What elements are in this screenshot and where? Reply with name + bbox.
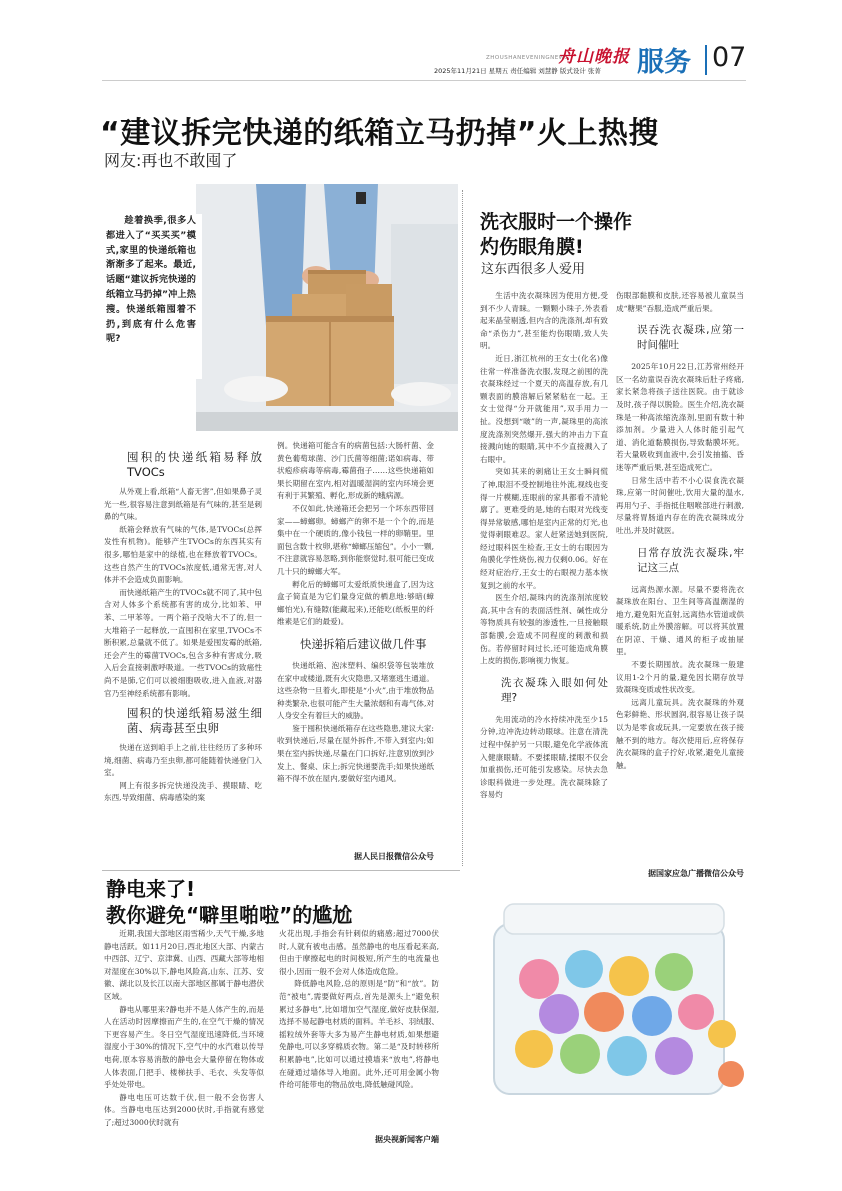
- article1-paragraph: 快递纸箱、泡沫塑料、编织袋等包装堆放在家中或楼道,既有火灾隐患,又堵塞逃生通道。这些杂物一旦着火,即使是“小火”,由于堆放物品种类繁杂,也很可能产生大量浓烟和有毒气体,对人身安全有着巨大的威胁。: [277, 660, 434, 721]
- article3-headline-2: 教你避免“噼里啪啦”的尴尬: [106, 903, 353, 927]
- parcel-photo: [196, 184, 458, 431]
- article2-paragraph: 近日,浙江杭州的王女士(化名)像往常一样准备洗衣服,发现之前囤的洗衣凝珠经过一个夏天的高温存放,有几颗表面的膜溶解后紧紧粘在一起。王女士觉得“分开就能用”,双手用力一扯。没想到“啵”的一声,凝珠里的高浓度洗涤剂突然爆开,强大的冲击力下直接溅向她的眼睛,其中不少直接溅入了右眼中。: [480, 353, 608, 464]
- article1-headline: “建议拆完快递的纸箱立马扔掉”火上热搜: [100, 116, 659, 151]
- article1-paragraph: 例。快递箱可能含有的病菌包括:大肠杆菌、金黄色葡萄球菌、沙门氏菌等细菌;诺如病毒、带状疱疹病毒等病毒,霉菌孢子……这些快递箱如果长期留在室内,相对温暖湿润的室内环境会更有利于其繁殖、孵化,形成新的蛾病源。: [277, 441, 434, 501]
- article1-source: 据人民日报微信公众号: [354, 852, 434, 861]
- article1-subhead-3: 快递拆箱后建议做几件事: [300, 636, 427, 651]
- article2-subhead-3: 日常存放洗衣凝珠,牢记这三点: [637, 546, 744, 574]
- page-number: 07: [712, 42, 747, 73]
- article1-subhead-2: 囤积的快递纸箱易滋生细菌、病毒甚至虫卵: [127, 706, 262, 736]
- article1-paragraph: 鉴于囤积快递纸箱存在这些隐患,建议大家:收到快递后,尽量在屋外拆件,不带入到室内;如果在室内拆快递,尽量在门口拆好,注意别放到沙发上、餐桌、床上;拆完快递要洗手;如果快递纸箱不得不放在屋内,要做好室内通风。: [277, 723, 434, 784]
- article2-paragraph: 突如其来的刺痛让王女士瞬间慌了神,眼泪不受控制地往外流,视线也变得一片模糊,连眼前的家具都看不清轮廓了。更难受的是,她的右眼对光线变得异常敏感,哪怕是室内正常的灯光,也觉得刺眼难忍。家人赶紧送她到医院,经过眼科医生检查,王女士的右眼因为角膜化学性烧伤,视力仅剩0.06。好在经对症治疗,王女士的右眼视力基本恢复到之前的水平。: [480, 467, 608, 590]
- article1-paragraph: 孵化后的蟑螂可太爱纸质快递盒了,因为这盒子简直是为它们量身定做的栖息地:够暗(蟑螂怕光),有缝隙(能藏起来),还能吃(纸板里的纤维素是它们的最爱)。: [277, 579, 434, 627]
- article1-paragraph: 从外观上看,纸箱“人畜无害”,但如果鼻子灵光一些,很容易注意到纸箱是有气味的,甚至是刺鼻的气味。: [104, 487, 262, 522]
- article2-paragraph: 远离热源水源。尽量不要将洗衣凝珠放在阳台、卫生间等高温潮湿的地方,避免阳光直射,远离热水管道或供暖系统,防止外膜溶解。可以将其放置在阴凉、干燥、通风的柜子或抽屉里。: [616, 584, 744, 657]
- article2-column-1: [480, 290, 608, 870]
- article1-column-1: [104, 444, 262, 869]
- article2-paragraph: 日常生活中若不小心误食洗衣凝珠,应第一时间催吐,饮用大量的温水,再用勺子、手指抵住咽喉部进行刺激,尽量将胃肠道内存在的洗衣凝珠成分吐出,并及时就医。: [616, 475, 744, 535]
- newspaper-logo: 舟山晚报: [558, 47, 630, 67]
- article1-subtitle: 网友:再也不敢囤了: [104, 151, 238, 170]
- header-rule: [102, 80, 746, 81]
- article2-subhead-2: 误吞洗衣凝珠,应第一时间催吐: [637, 324, 744, 352]
- article2-source: 据国家应急广播微信公众号: [648, 869, 744, 878]
- issue-meta: 2025年11月21日 星期五 责任编辑 刘慧静 版式设计 张菁: [434, 67, 601, 75]
- article1-paragraph: 不仅如此,快递箱还会把另一个坏东西带回家——蟑螂卵。蟑螂产的卵不是一个个的,而是集中在一个硬质的,像小钱包一样的卵鞘里。里面包含数十枚卵,堪称“蟑螂压缩包”。小小一颗,不注意就容易忽略,到你能察觉时,很可能已变成几十只的蟑螂大军。: [277, 503, 434, 576]
- article2-paragraph: 伤眼部黏膜和皮肤,还容易被儿童误当成“糖果”吞服,造成严重后果。: [616, 291, 744, 313]
- article3-paragraph: 静电从哪里来?静电并不是人体产生的,而是人在活动时因摩擦而产生的,在空气干燥的情况下更容易产生。冬日空气湿度迅速降低,当环境湿度小于30%的情况下,空气中的水汽难以传导电荷,原本容易消散的静电会大量停留在物体或人体表面,门把手、楼梯扶手、毛衣、头发等似乎处处带电。: [104, 1004, 264, 1090]
- article3-column-1: [104, 928, 264, 1146]
- article2-paragraph: 医生介绍,凝珠内的洗涤剂浓度较高,其中含有的表面活性剂、碱性成分等物质具有较强的渗透性,一旦接触眼部黏膜,会造成不同程度的刺激和损伤。若停留时间过长,还可能造成角膜上皮的损伤,影响视力恢复。: [480, 593, 608, 666]
- article2-paragraph: 先用流动的冷水持续冲洗至少15分钟,边冲洗边转动眼球。注意在清洗过程中保护另一只眼,避免化学液体流入健康眼睛。不要揉眼睛,揉眼不仅会加重损伤,还可能引发感染。尽快去急诊眼科做进一步处理。洗衣凝珠除了容易灼: [480, 714, 608, 800]
- section-title: 服务: [637, 47, 691, 78]
- article3-paragraph: 近期,我国大部地区雨雪稀少,天气干燥,多地静电活跃。如11月20日,西北地区大部、内蒙古中西部、辽宁、京津冀、山西、西藏大部等地相对湿度在30%以下,静电风险高,山东、江苏、安徽、湖北以及长江以南大部地区都属于静电潜伏区域。: [104, 929, 264, 1001]
- laundry-pods-photo: [474, 884, 750, 1109]
- article1-paragraph: 而快递纸箱产生的TVOCs就不同了,其中包含对人体多个系统都有害的成分,比如苯、甲苯、二甲苯等。一两个箱子没啥大不了的,但一大堆箱子一起释放,一直囤积在家里,TVOCs不断积累,总量就不低了。如果是爱囤发霉的纸箱,还会产生的霉菌TVOCs,包含多种有害成分,吸入后会直接刺激呼吸道。一些TVOCs的致癌性尚不是肺,它们可以被细胞吸收,进入血液,对器官乃至神经系统都有影响。: [104, 587, 262, 698]
- article3-paragraph: 静电电压可达数千伏,但一般不会伤害人体。当静电电压达到2000伏时,手指就有感觉了;超过3000伏时就有: [104, 1092, 264, 1127]
- article1-paragraph: 快递在送到咱手上之前,往往经历了多种环境,细菌、病毒乃至虫卵,都可能随着快递登门入室。: [104, 743, 262, 778]
- article2-paragraph: 2025年10月22日,江苏常州经开区一名幼童误吞洗衣凝珠后肚子疼痛,家长紧急将孩子送往医院。由于就诊及时,孩子得以脱险。医生介绍,洗衣凝珠是一种高浓缩洗涤剂,里面有数十种添加剂。少量进入人体时能引起气道、消化道黏膜损伤,导致黏膜坏死。若大量吸收到血液中,会引发抽搐、昏迷等严重后果,甚至造成死亡。: [616, 362, 744, 472]
- column-divider: [462, 190, 463, 866]
- article3-headline-1: 静电来了!: [106, 877, 196, 901]
- article2-paragraph: 远离儿童玩具。洗衣凝珠的外观色彩鲜艳、形状圆润,很容易让孩子误以为是零食或玩具,一定要放在孩子接触不到的地方。每次使用后,应将保存洗衣凝珠的盒子拧好,收紧,避免儿童接触。: [616, 697, 744, 770]
- article1-subhead-1: 囤积的快递纸箱易释放TVOCs: [127, 450, 262, 479]
- article3-source: 据央视新闻客户端: [375, 1135, 439, 1144]
- article1-lead: [106, 214, 202, 379]
- article3-paragraph: 火花出现,手指会有针刺似的痛感;超过7000伏时,人就有被电击感。虽然静电的电压看起来高,但由于摩擦起电的时间极短,所产生的电流量也很小,因而一般不会对人体造成危险。: [279, 929, 439, 976]
- section-rule: [102, 870, 460, 871]
- article2-paragraph: 生活中洗衣凝珠因为使用方便,受到不少人青睐。一颗颗小珠子,外表看起来晶莹剔透,但内含的洗涤剂,却有致命“杀伤力”,甚至能灼伤眼睛,致人失明。: [480, 291, 608, 351]
- article2-column-2: [616, 290, 744, 865]
- article1-paragraph: 网上有很多拆完快递没洗手、摸眼睛、吃东西,导致细菌、病毒感染的案: [104, 780, 262, 803]
- site-url: ZHOUSHANEVENINGNEWS: [486, 55, 569, 61]
- article2-headline-2: 灼伤眼角膜!: [480, 236, 584, 258]
- article1-paragraph: 纸箱会释放有气味的气体,是TVOCs(总挥发性有机物)。能够产生TVOCs的东西其实有很多,哪怕是家中的绿植,也在释放着TVOCs。这些自然产生的TVOCs浓度低,通常无害,对人体并不会造成负面影响。: [104, 524, 262, 585]
- article1-lead-text: 趁着换季,很多人都进入了“买买买”模式,家里的快递纸箱也渐渐多了起来。最近,话题“建议拆完快递的纸箱立马扔掉”冲上热搜。快递纸箱囤着不扔,到底有什么危害呢?: [106, 215, 196, 345]
- article2-paragraph: 不要长期囤放。洗衣凝珠一般建议用1-2个月的量,避免因长期存放导致凝珠变质或性状改变。: [616, 660, 744, 695]
- article2-subhead-1: 洗衣凝珠入眼如何处理?: [501, 676, 608, 704]
- article2-subtitle: 这东西很多人爱用: [481, 262, 586, 277]
- article3-column-2: [279, 928, 439, 1134]
- header-divider: [705, 45, 707, 75]
- article2-headline-1: 洗衣服时一个操作: [480, 211, 633, 233]
- article3-paragraph: 降低静电风险,总的原则是“防”和“放”。防范“被电”,需要做好两点,首先是源头上“避免积累过多静电”,比如增加空气湿度,做好皮肤保湿,选择不易起静电材质的面料。羊毛衫、羽绒服、摇粒绒外套等大多为易产生静电材质,如果想避免静电,可以多穿棉质衣物。第二是“及时转移所积累静电”,比如可以通过摸墙来“放电”,将静电在碰通过墙体导入地面。此外,还可用金属小物件给可能带电的物品放电,降低触碰风险。: [279, 979, 439, 1090]
- article1-column-2: [277, 440, 434, 870]
